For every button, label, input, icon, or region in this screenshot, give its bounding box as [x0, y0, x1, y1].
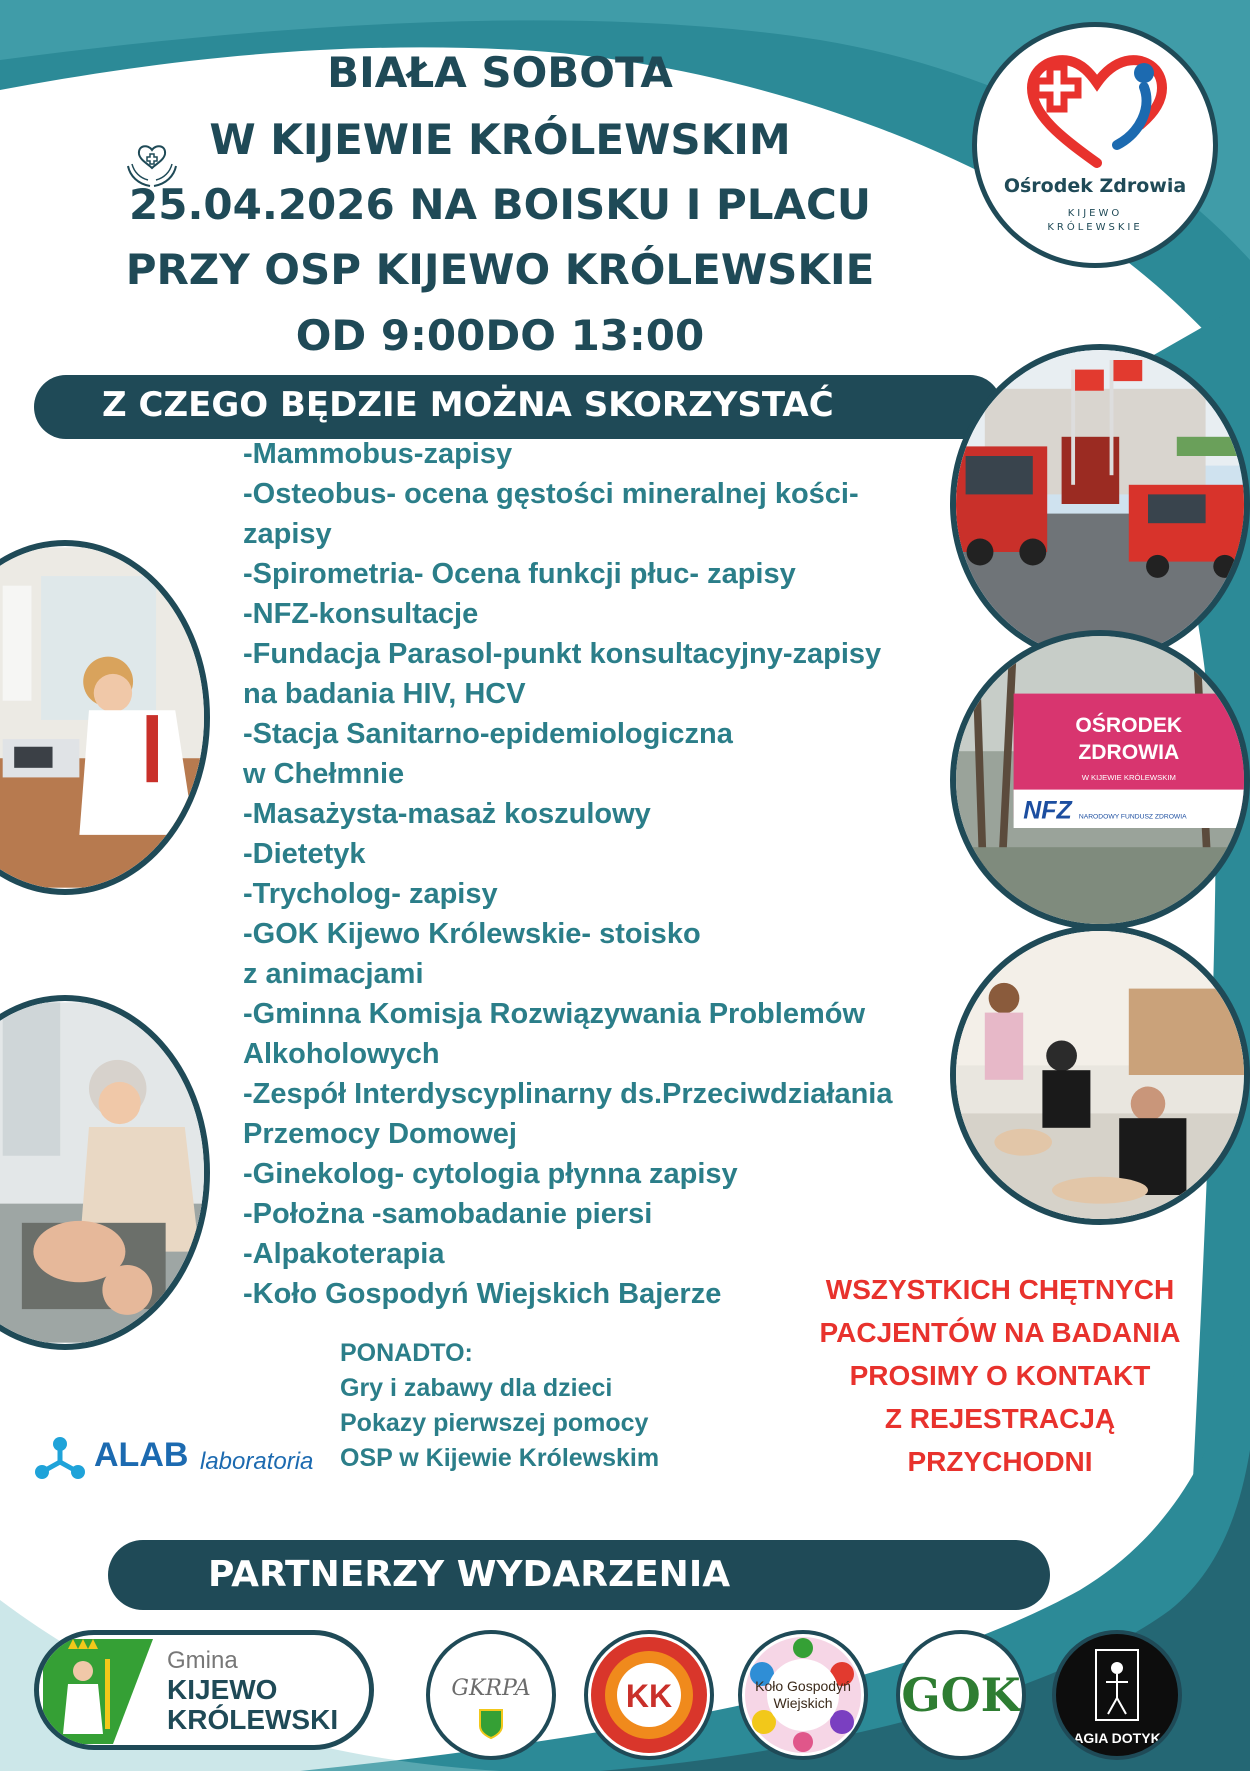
services-banner-title: Z CZEGO BĘDZIE MOŻNA SKORZYSTAĆ — [102, 385, 834, 425]
extra-heading: PONADTO: — [340, 1339, 473, 1367]
alab-name: ALAB — [94, 1436, 189, 1474]
title-line-2: W KIJEWIE KRÓLEWSKIM — [209, 115, 791, 164]
gmina-name-line-2: KRÓLEWSKI — [167, 1704, 339, 1735]
service-line: -Spirometria- Ocena funkcji płuc- zapisy — [243, 558, 796, 590]
kgw-text-line-2: Wiejskich — [773, 1695, 833, 1711]
service-line: -Stacja Sanitarno-epidemiologiczna — [243, 718, 733, 750]
gmina-name — [167, 1675, 338, 1735]
service-line: -Trycholog- zapisy — [243, 878, 498, 910]
service-line: -Położna -samobadanie piersi — [243, 1198, 653, 1230]
gmina-label: Gmina — [167, 1647, 238, 1674]
osrodek-zdrowia-logo — [972, 22, 1218, 268]
services-list — [243, 434, 963, 1314]
service-line: -NFZ-konsultacje — [243, 598, 479, 630]
extra-line-2: Pokazy pierwszej pomocy — [340, 1409, 649, 1437]
sign-line-2: ZDROWIA — [1078, 740, 1180, 764]
title-line-5: OD 9:00DO 13:00 — [295, 311, 705, 360]
sign-line-1: OŚRODEK — [1075, 714, 1183, 737]
logo-subtitle-line-2: KRÓLEWSKIE — [1047, 222, 1143, 233]
caring-hands-icon — [124, 136, 180, 192]
service-line: -Masażysta-masaż koszulowy — [243, 798, 651, 830]
service-line: na badania HIV, HCV — [243, 678, 526, 710]
alab-subtitle: laboratoria — [200, 1448, 314, 1475]
notice-line-2: PACJENTÓW NA BADANIA — [819, 1317, 1181, 1348]
alab-tri-icon — [34, 1434, 86, 1482]
kk-text: KK — [625, 1678, 673, 1714]
service-line: Alkoholowych — [243, 1038, 440, 1070]
title-line-3: 25.04.2026 NA BOISKU I PLACU — [129, 180, 871, 229]
partner-logo-kk — [584, 1630, 714, 1760]
service-line: Przemocy Domowej — [243, 1118, 517, 1150]
logo-name: Ośrodek Zdrowia — [1003, 175, 1187, 197]
logo-subtitle — [1017, 207, 1173, 235]
service-line: z animacjami — [243, 958, 424, 990]
service-line: -Gminna Komisja Rozwiązywania Problemów — [243, 998, 866, 1030]
photo-fire-station — [950, 344, 1250, 664]
service-line: -Alpakoterapia — [243, 1238, 445, 1270]
sign-nfz-text: NARODOWY FUNDUSZ ZDROWIA — [1078, 813, 1187, 821]
service-line: -Fundacja Parasol-punkt konsultacyjny-zapisy — [243, 638, 882, 670]
gkrpa-shield-icon — [430, 1634, 552, 1756]
partners-banner — [108, 1540, 1050, 1610]
notice-line-5: PRZYCHODNI — [907, 1446, 1093, 1477]
gmina-coat-of-arms-icon — [43, 1639, 153, 1744]
notice-line-3: PROSIMY O KONTAKT — [849, 1360, 1151, 1391]
service-line: -Osteobus- ocena gęstości mineralnej kości- — [243, 478, 859, 510]
kk-emblem-icon — [588, 1634, 710, 1756]
notice-line-1: WSZYSTKICH CHĘTNYCH — [825, 1274, 1175, 1305]
extra-line-1: Gry i zabawy dla dzieci — [340, 1374, 613, 1402]
service-line: -Koło Gospodyń Wiejskich Bajerze — [243, 1278, 722, 1310]
service-line: -GOK Kijewo Królewskie- stoisko — [243, 918, 701, 950]
partner-logo-kgw — [738, 1630, 868, 1760]
heart-cross-icon — [1022, 53, 1172, 168]
service-line: -Ginekolog- cytologia płynna zapisy — [243, 1158, 738, 1190]
partners-title: PARTNERZY WYDARZENIA — [208, 1554, 731, 1595]
photo-cpr-training — [950, 925, 1250, 1225]
service-line: -Zespół Interdyscyplinarny ds.Przeciwdziałania — [243, 1078, 893, 1110]
partner-logo-gkrpa — [426, 1630, 556, 1760]
gkrpa-text: GKRPA — [451, 1676, 531, 1701]
kgw-text — [742, 1678, 864, 1712]
service-line: w Chełmnie — [243, 758, 405, 790]
sign-nfz: NFZ — [1023, 796, 1072, 825]
extra-line-3: OSP w Kijewie Królewskim — [340, 1444, 660, 1472]
services-banner — [34, 375, 1002, 439]
gmina-kijewo-logo — [34, 1630, 374, 1750]
title-line-4: PRZY OSP KIJEWO KRÓLEWSKIE — [125, 245, 875, 294]
partner-logo-gok — [896, 1630, 1026, 1760]
gmina-name-line-1: KIJEWO — [167, 1674, 278, 1705]
gok-text: GOK — [901, 1668, 1021, 1722]
registration-notice — [770, 1268, 1230, 1483]
kgw-text-line-1: Koło Gospodyń — [755, 1678, 851, 1694]
logo-subtitle-line-1: KIJEWO — [1067, 208, 1123, 219]
sign-line-3: W KIJEWIE KRÓLEWSKIM — [1081, 773, 1176, 782]
magia-text: AGIA DOTYK — [1073, 1730, 1161, 1746]
service-line: zapisy — [243, 518, 332, 550]
extra-activities — [340, 1336, 659, 1476]
partner-logo-magia-dotyku — [1052, 1630, 1182, 1760]
notice-line-4: Z REJESTRACJĄ — [884, 1403, 1116, 1434]
title-line-1: BIAŁA SOBOTA — [327, 48, 673, 97]
service-line: -Dietetyk — [243, 838, 366, 870]
photo-osrodek-sign — [950, 630, 1250, 930]
service-line: -Mammobus-zapisy — [243, 438, 513, 470]
